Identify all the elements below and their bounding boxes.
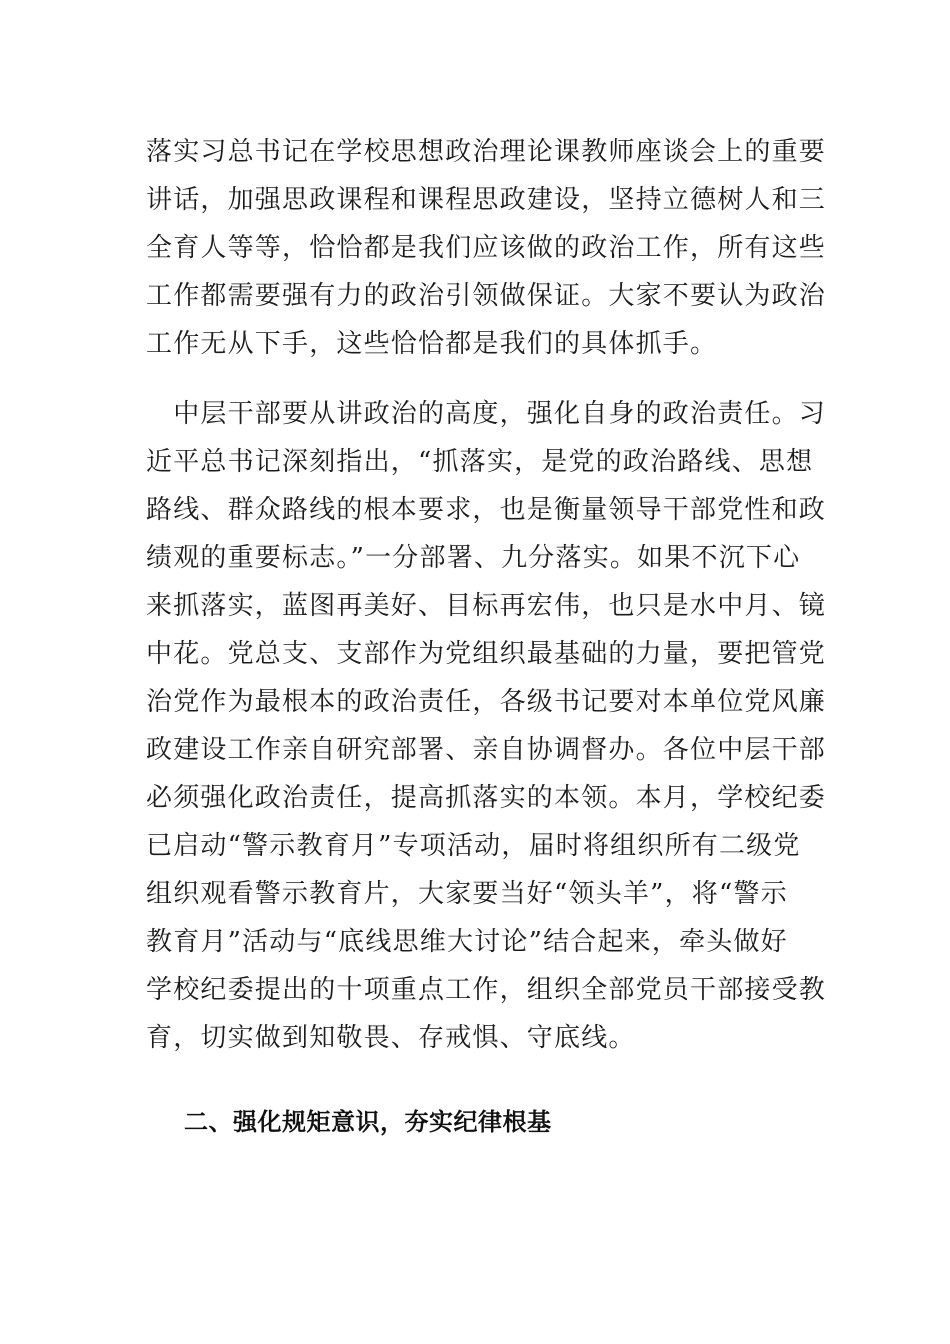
- text-line: 学校纪委提出的十项重点工作，组织全部党员干部接受教: [146, 975, 827, 1005]
- text-line: 来抓落实，蓝图再美好、目标再宏伟，也只是水中月、镜: [146, 591, 827, 621]
- text-line: 路线、群众路线的根本要求，也是衡量领导干部党性和政: [146, 495, 827, 525]
- text-line: 政建设工作亲自研究部署、亲自协调督办。各位中层干部: [146, 735, 827, 765]
- text-line: 工作无从下手，这些恰恰都是我们的具体抓手。: [146, 329, 718, 359]
- text-line: 工作都需要强有力的政治引领做保证。大家不要认为政治: [146, 281, 827, 311]
- text-line: 育，切实做到知敬畏、存戒惧、守底线。: [146, 1023, 636, 1053]
- section-heading: 二、强化规矩意识，夯实纪律根基: [184, 1108, 552, 1136]
- text-line: 近平总书记深刻指出，“抓落实，是党的政治路线、思想: [146, 447, 814, 477]
- text-line: 绩观的重要标志。”一分部署、九分落实。如果不沉下心: [146, 543, 801, 573]
- text-line: 教育月”活动与“底线思维大讨论”结合起来，牵头做好: [146, 927, 788, 957]
- text-line: 落实习总书记在学校思想政治理论课教师座谈会上的重要: [146, 137, 827, 167]
- text-line: 中层干部要从讲政治的高度，强化自身的政治责任。习: [146, 399, 827, 429]
- paragraph-political-responsibility: [146, 390, 827, 1062]
- text-line: 治党作为最根本的政治责任，各级书记要对本单位党风廉: [146, 687, 827, 717]
- paragraph-political-work: [146, 128, 827, 368]
- text-line: 全育人等等，恰恰都是我们应该做的政治工作，所有这些: [146, 233, 827, 263]
- text-line: 组织观看警示教育片，大家要当好“领头羊”，将“警示: [146, 879, 788, 909]
- text-line: 必须强化政治责任，提高抓落实的本领。本月，学校纪委: [146, 783, 827, 813]
- text-line: 已启动“警示教育月”专项活动，届时将组织所有二级党: [146, 831, 801, 861]
- text-line: 讲话，加强思政课程和课程思政建设，坚持立德树人和三: [146, 185, 827, 215]
- text-line: 中花。党总支、支部作为党组织最基础的力量，要把管党: [146, 639, 827, 669]
